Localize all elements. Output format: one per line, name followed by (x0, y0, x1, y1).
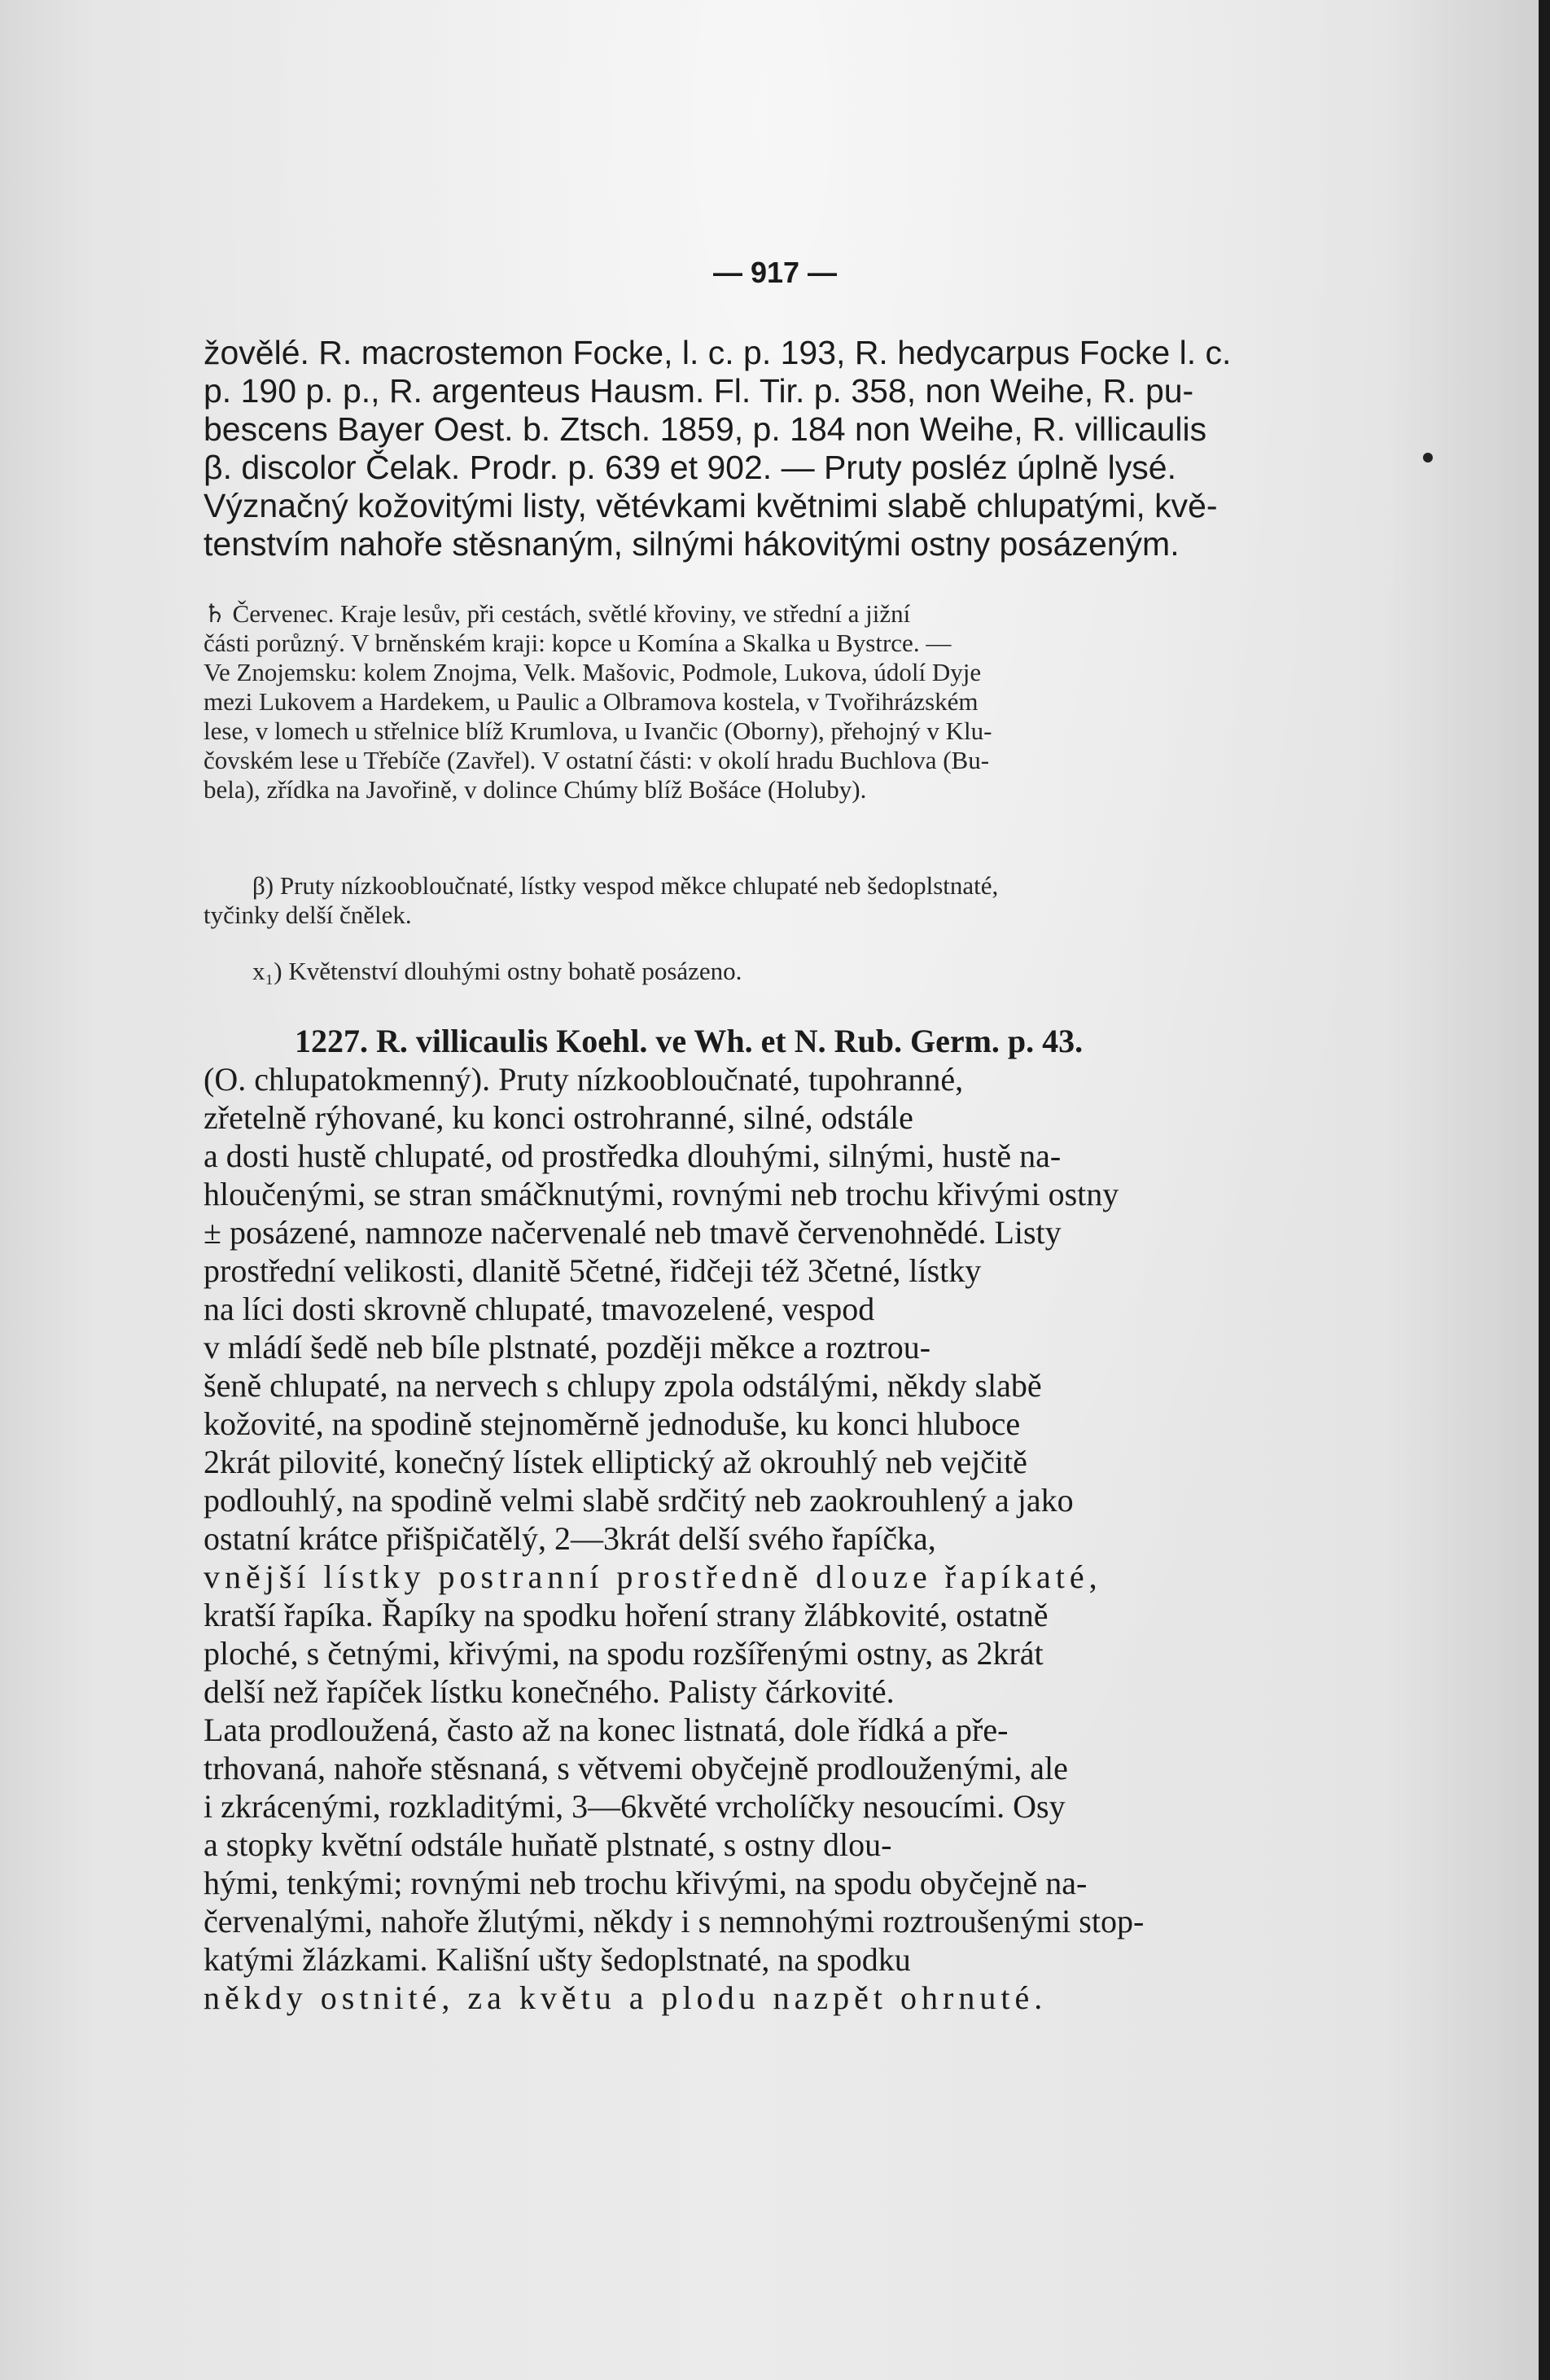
text-line: Lata prodloužená, často až na konec listnatá, dole řídká a pře- (204, 1712, 1009, 1748)
text-line: čovském lese u Třebíče (Zavřel). V ostatní části: v okolí hradu Buchlova (Bu- (204, 746, 990, 774)
text-line: ostatní krátce přišpičatělý, 2—3krát delší svého řapíčka, (204, 1520, 936, 1557)
text-line: na líci dosti skrovně chlupaté, tmavozelené, vespod (204, 1291, 875, 1327)
text-line: 2krát pilovité, konečný lístek elliptický až okrouhlý neb vejčitě (204, 1444, 1027, 1480)
text-line: bescens Bayer Oest. b. Ztsch. 1859, p. 184 non Weihe, R. villicaulis (204, 410, 1207, 448)
text-line: vnější lístky postranní prostředně dlouze řapíkaté, (204, 1558, 1102, 1595)
variety-beta-paragraph (204, 871, 1278, 930)
text-line: tyčinky delší čnělek. (204, 901, 412, 929)
text-line: ♄ Červenec. Kraje lesův, při cestách, světlé křoviny, ve střední a jižní (204, 599, 911, 628)
text-line: a dosti hustě chlupaté, od prostředka dlouhými, silnými, hustě na- (204, 1137, 1062, 1174)
text-line: lese, v lomech u střelnice blíž Krumlova, u Ivančic (Oborny), přehojný v Klu- (204, 717, 992, 745)
text-line: p. 190 p. p., R. argenteus Hausm. Fl. Tir. p. 358, non Weihe, R. pu- (204, 372, 1194, 410)
text-line: ploché, s četnými, křivými, na spodu rozšířenými ostny, as 2krát (204, 1635, 1044, 1672)
text-line: podlouhlý, na spodině velmi slabě srdčitý neb zaokrouhlený a jako (204, 1482, 1074, 1519)
text-line: bela), zřídka na Javořině, v dolince Chúmy blíž Bošáce (Holuby). (204, 775, 867, 804)
page-number: — 917 — (712, 256, 838, 289)
text-line: trhovaná, nahoře stěsnaná, s větvemi obyčejně prodlouženými, ale (204, 1750, 1068, 1786)
text-line: delší než řapíček lístku konečného. Palisty čárkovité. (204, 1673, 895, 1710)
text-line: prostřední velikosti, dlanitě 5četné, řidčeji též 3četné, lístky (204, 1252, 982, 1289)
distribution-paragraph (204, 599, 1278, 804)
text-line: i zkrácenými, rozkladitými, 3—6květé vrcholíčky nesoucími. Osy (204, 1788, 1066, 1825)
synonymy-paragraph (204, 334, 1278, 563)
text-line: kožovité, na spodině stejnoměrně jednoduše, ku konci hluboce (204, 1405, 1021, 1442)
text-line: tenstvím nahoře stěsnaným, silnými hákovitými ostny posázeným. (204, 525, 1180, 563)
text-line: katými žlázkami. Kališní ušty šedoplstnaté, na spodku (204, 1941, 911, 1978)
text-line: a stopky květní odstále huňatě plstnaté, s ostny dlou- (204, 1826, 892, 1863)
text-line: zřetelně rýhované, ku konci ostrohranné, silné, odstále (204, 1099, 913, 1136)
text-line: šeně chlupaté, na nervech s chlupy zpola odstálými, někdy slabě (204, 1367, 1042, 1404)
text-line: červenalými, nahoře žlutými, někdy i s nemnohými roztroušenými stop- (204, 1903, 1145, 1940)
text-line: (O. chlupatokmenný). Pruty nízkoobloučnaté, tupohranné, (204, 1061, 964, 1098)
text-line: x₁) Květenství dlouhými ostny bohatě posázeno. (252, 957, 742, 985)
text-line: ± posázené, namnoze načervenalé neb tmavě červenohnědé. Listy (204, 1214, 1062, 1251)
text-line: v mládí šedě neb bíle plstnaté, později měkce a roztrou- (204, 1329, 931, 1365)
text-line: hloučenými, se stran smáčknutými, rovnými neb trochu křivými ostny (204, 1176, 1119, 1212)
species-heading: 1227. R. villicaulis Koehl. ve Wh. et N. Rub. Germ. p. 43. (295, 1023, 1084, 1059)
text-line: mezi Lukovem a Hardekem, u Paulic a Olbramova kostela, v Tvořihrázském (204, 687, 979, 716)
speck (1423, 453, 1433, 462)
text-line: kratší řapíka. Řapíky na spodku hoření strany žlábkovité, ostatně (204, 1597, 1049, 1633)
scan-border (1539, 0, 1550, 2380)
text-line: žovělé. R. macrostemon Focke, l. c. p. 193, R. hedycarpus Focke l. c. (204, 334, 1232, 371)
text-line: β. discolor Čelak. Prodr. p. 639 et 902. — Pruty posléz úplně lysé. (204, 449, 1176, 486)
text-line: hými, tenkými; rovnými neb trochu křivými, na spodu obyčejně na- (204, 1865, 1088, 1901)
text-line: Ve Znojemsku: kolem Znojma, Velk. Mašovic, Podmole, Lukova, údolí Dyje (204, 658, 982, 686)
form-x1-paragraph (204, 957, 1278, 986)
text-line: někdy ostnité, za květu a plodu nazpět ohrnuté. (204, 1979, 1048, 2016)
species-description (204, 1022, 1278, 2017)
text-line: β) Pruty nízkoobloučnaté, lístky vespod měkce chlupaté neb šedoplstnaté, (252, 871, 999, 900)
text-line: Význačný kožovitými listy, větévkami květnimi slabě chlupatými, kvě- (204, 487, 1218, 524)
text-line: části porůzný. V brněnském kraji: kopce u Komína a Skalka u Bystrce. — (204, 629, 952, 657)
